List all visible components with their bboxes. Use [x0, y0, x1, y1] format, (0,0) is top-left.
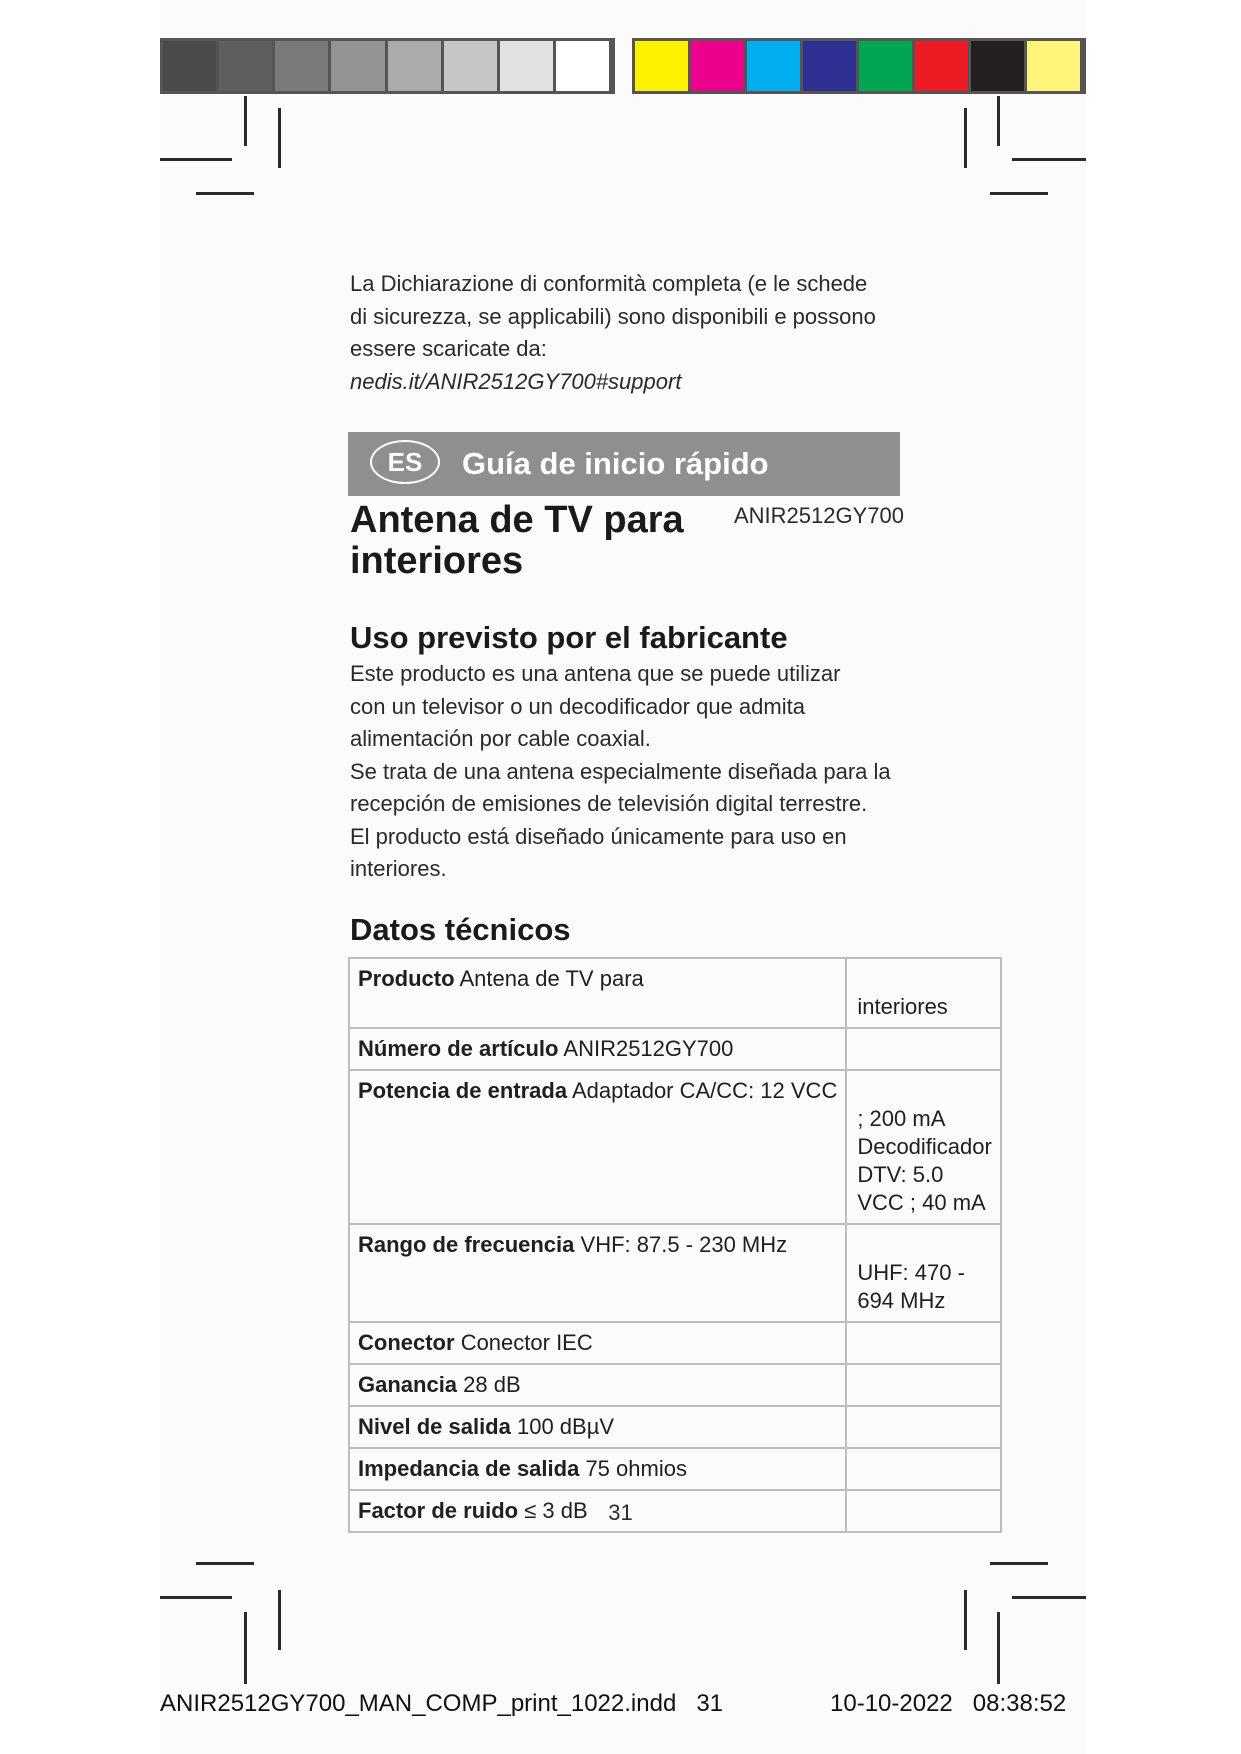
spec-value-cell — [846, 1322, 1001, 1364]
intro-line: di sicurezza, se applicabili) sono disponibili e possono — [350, 303, 876, 329]
crop-mark — [964, 108, 967, 168]
crop-mark — [1012, 158, 1086, 161]
color-swatch — [691, 41, 747, 91]
spec-label-cell — [349, 1070, 846, 1224]
color-swatch — [915, 41, 971, 91]
spec-spacer — [857, 1077, 992, 1105]
spec-value-cell — [846, 1070, 1001, 1224]
spec-label-cell — [349, 958, 846, 1028]
spec-label: Factor de ruido — [358, 1498, 519, 1523]
color-swatch — [1027, 41, 1083, 91]
spec-value-continuation: interiores — [857, 994, 948, 1019]
spec-row — [349, 1322, 1001, 1364]
crop-mark — [196, 1562, 254, 1565]
crop-mark — [997, 96, 1000, 146]
intended-use-heading: Uso previsto por el fabricante — [350, 620, 788, 655]
spec-spacer — [857, 1231, 992, 1259]
spec-value: Adaptador CA/CC: 12 VCC — [571, 1078, 838, 1103]
crop-mark — [278, 1590, 281, 1650]
intro-line: La Dichiarazione di conformità completa (e le schede — [350, 271, 868, 296]
spec-label: Ganancia — [358, 1372, 458, 1397]
gray-swatch — [219, 41, 275, 91]
gray-swatch — [500, 41, 556, 91]
spec-value: 75 ohmios — [585, 1456, 687, 1481]
slug-date: 10-10-2022 — [830, 1690, 953, 1717]
body-line: alimentación por cable coaxial. — [350, 726, 651, 751]
crop-mark — [278, 108, 281, 168]
color-calibration-bar — [632, 38, 1086, 94]
spec-value: Antena de TV para — [459, 966, 644, 991]
spec-value-cell — [846, 1028, 1001, 1070]
spec-label-cell — [349, 1028, 846, 1070]
spec-row — [349, 1364, 1001, 1406]
body-line: Se trata de una antena especialmente diseñada para la — [350, 758, 891, 784]
spec-row — [349, 1224, 1001, 1322]
spec-label: Impedancia de salida — [358, 1456, 580, 1481]
slug-time: 08:38:52 — [972, 1690, 1067, 1717]
spec-label-cell — [349, 1224, 846, 1322]
spec-value-continuation: UHF: 470 - 694 MHz — [857, 1260, 965, 1313]
spec-value-continuation: Decodificador DTV: 5.0 — [857, 1134, 992, 1187]
gray-swatch — [556, 41, 612, 91]
slug-file-page: 31 — [696, 1690, 724, 1717]
spec-label-cell — [349, 1322, 846, 1364]
crop-mark — [1012, 1596, 1086, 1599]
spec-label-cell — [349, 1406, 846, 1448]
gray-swatch — [331, 41, 387, 91]
spec-label: Nivel de salida — [358, 1414, 511, 1439]
language-badge: ES — [370, 440, 440, 484]
quick-start-title: Guía de inicio rápido — [462, 446, 769, 481]
gray-swatch — [444, 41, 500, 91]
spec-label-cell — [349, 1448, 846, 1490]
spec-label: Potencia de entrada — [358, 1078, 568, 1103]
spec-row — [349, 1406, 1001, 1448]
gray-swatch — [388, 41, 444, 91]
crop-mark — [244, 96, 247, 146]
crop-mark — [997, 1612, 1000, 1684]
language-header-bar — [348, 432, 900, 496]
conformity-paragraph — [350, 268, 900, 398]
spec-label: Producto — [358, 966, 455, 991]
body-line: recepción de emisiones de televisión digital terrestre. — [350, 791, 868, 816]
crop-mark — [160, 158, 232, 161]
slug-timestamp — [830, 1690, 1066, 1718]
color-swatch — [635, 41, 691, 91]
spec-label: Conector — [358, 1330, 455, 1355]
spec-row — [349, 958, 1001, 1028]
crop-mark — [244, 1612, 247, 1684]
slug-file-info — [160, 1690, 723, 1718]
spec-label: Número de artículo — [358, 1036, 559, 1061]
gray-swatch — [163, 41, 219, 91]
color-swatch — [859, 41, 915, 91]
spec-value-continuation: ; 200 mA — [857, 1106, 946, 1131]
technical-data-heading: Datos técnicos — [350, 912, 571, 947]
spec-value: 100 dBµV — [516, 1414, 615, 1439]
crop-mark — [964, 1590, 967, 1650]
crop-mark — [160, 1596, 232, 1599]
body-line: El producto está diseñado únicamente para uso en — [350, 823, 847, 849]
body-line: interiores. — [350, 856, 447, 881]
specs-table — [348, 957, 1002, 1533]
spec-row — [349, 1070, 1001, 1224]
spec-spacer — [857, 965, 992, 993]
spec-label-cell — [349, 1364, 846, 1406]
page-number: 31 — [608, 1500, 633, 1525]
spec-value: 28 dB — [463, 1372, 521, 1397]
spec-value: ANIR2512GY700 — [563, 1036, 734, 1061]
spec-row — [349, 1448, 1001, 1490]
product-title — [350, 500, 710, 582]
spec-row — [349, 1028, 1001, 1070]
spec-value: Conector IEC — [460, 1330, 593, 1355]
color-swatch — [803, 41, 859, 91]
gray-swatch — [275, 41, 331, 91]
spec-value-continuation: VCC ; 40 mA — [857, 1190, 986, 1215]
crop-mark — [196, 192, 254, 195]
color-swatch — [971, 41, 1027, 91]
slug-filename: ANIR2512GY700_MAN_COMP_print_1022.indd — [160, 1690, 677, 1717]
color-swatch — [747, 41, 803, 91]
spec-value-cell — [846, 1448, 1001, 1490]
spec-value-cell — [846, 1364, 1001, 1406]
spec-label: Rango de frecuencia — [358, 1232, 575, 1257]
spec-value: VHF: 87.5 - 230 MHz — [580, 1232, 788, 1257]
spec-value-cell — [846, 1224, 1001, 1322]
body-line: con un televisor o un decodificador que admita — [350, 693, 805, 719]
spec-value-cell — [846, 1406, 1001, 1448]
product-title-line: Antena de TV para — [350, 499, 684, 541]
spec-value: ≤ 3 dB — [524, 1498, 588, 1523]
product-title-line: interiores — [350, 540, 524, 582]
crop-mark — [990, 192, 1048, 195]
body-line: Este producto es una antena que se puede utilizar — [350, 661, 841, 686]
crop-mark — [990, 1562, 1048, 1565]
intro-line: essere scaricate da: — [350, 336, 547, 361]
grayscale-calibration-bar — [160, 38, 615, 94]
support-link[interactable]: nedis.it/ANIR2512GY700#support — [350, 368, 682, 394]
spec-value-cell — [846, 958, 1001, 1028]
intended-use-body — [350, 658, 900, 886]
article-number: ANIR2512GY700 — [734, 503, 904, 528]
